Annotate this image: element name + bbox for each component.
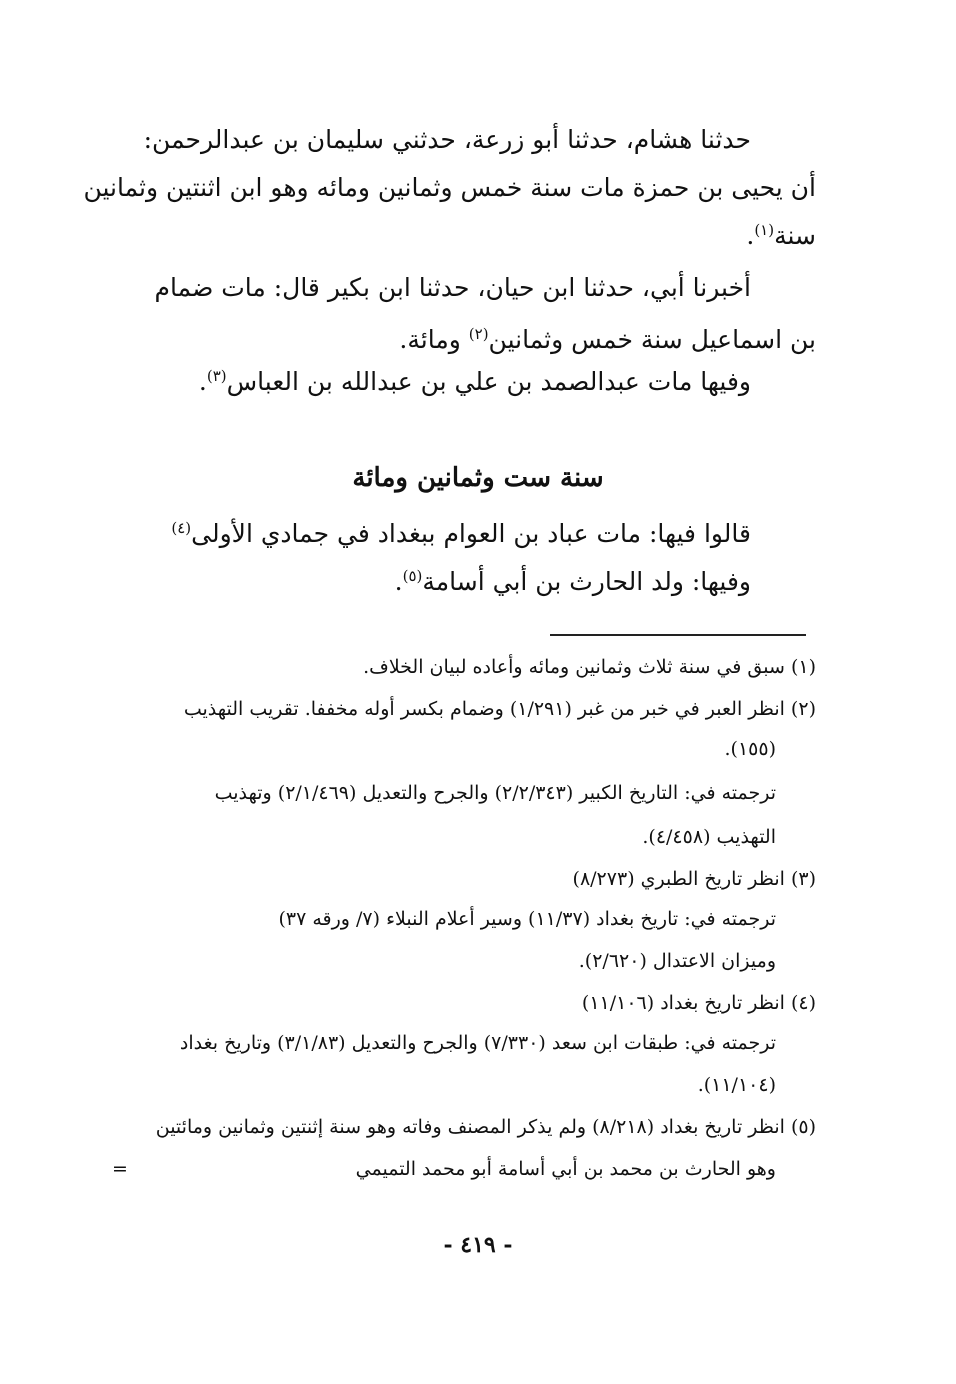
paragraph-1-line-1 [144, 118, 751, 162]
paragraph-2-line-2 [399, 318, 816, 362]
paragraph-2-line-1 [155, 266, 751, 310]
page-number: - ٤١٩ - [443, 1232, 513, 1258]
text-run: سنة [774, 221, 816, 250]
footnote-ref-3[interactable]: (٣) [206, 367, 227, 385]
footnote-ref-4[interactable]: (٤) [171, 519, 192, 537]
text-run: حدثنا هشام، حدثنا أبو زرعة، حدثني سليمان بن عبدالرحمن: [143, 125, 751, 154]
footnote-ref-2[interactable]: (٢) [468, 325, 489, 343]
footnote-4-line-1: (٤) انظر تاريخ بغداد (١١/١٠٦) [581, 992, 816, 1014]
text-run: ومائة. [399, 325, 469, 354]
text-run: أن يحيى بن حمزة مات سنة خمس وثمانين ومائه وهو ابن اثنتين وثمانين [83, 173, 816, 202]
footnote-ref-1[interactable]: (١) [754, 221, 775, 239]
footnote-2-line-1: (٢) انظر العبر في خبر من غبر (١/٢٩١) وضمام بكسر أوله مخففا. تقريب التهذيب [183, 698, 816, 720]
paragraph-1-line-2 [83, 166, 816, 210]
footnote-3-line-1: (٣) انظر تاريخ الطبري (٨/٢٧٣) [572, 868, 816, 890]
footnote-4-line-2: ترجمته في: طبقات ابن سعد (٧/٣٣٠) والجرح والتعديل (٣/١/٨٣) وتاريخ بغداد [179, 1032, 776, 1054]
paragraph-4-line-1 [171, 512, 751, 556]
paragraph-5-line-1 [395, 560, 751, 604]
text-run: وفيها مات عبدالصمد بن علي بن عبدالله بن العباس [226, 367, 751, 396]
text-run: أخبرنا أبي، حدثنا ابن حيان، حدثنا ابن بكير قال: مات ضمام [154, 273, 751, 302]
footnote-2-line-4: التهذيب (٤/٤٥٨). [642, 826, 776, 848]
continuation-mark: = [112, 1158, 128, 1180]
footnote-2-line-2: (١٥٥). [724, 738, 776, 760]
text-run: قالوا فيها: مات عباد بن العوام ببغداد في جمادي الأولى [191, 519, 751, 548]
text-run: بن اسماعيل سنة خمس وثمانين [488, 325, 816, 354]
footnote-divider [550, 634, 806, 636]
paragraph-1-line-3 [746, 214, 816, 258]
footnote-2-line-3: ترجمته في: التاريخ الكبير (٢/٢/٣٤٣) والجرح والتعديل (٢/١/٤٦٩) وتهذيب [214, 782, 776, 804]
footnote-5-line-2: وهو الحارث بن محمد بن أبي أسامة أبو محمد التميمي [355, 1158, 776, 1180]
text-run: . [746, 221, 755, 250]
text-run: وفيها: ولد الحارث بن أبي أسامة [422, 567, 751, 596]
footnote-1: (١) سبق في سنة ثلاث وثمانين ومائه وأعاده لبيان الخلاف. [363, 656, 816, 678]
text-run: . [198, 367, 207, 396]
footnote-4-line-3: (١١/١٠٤). [697, 1074, 776, 1096]
text-run: . [394, 567, 403, 596]
footnote-3-line-2: ترجمته في: تاريخ بغداد (١١/٣٧) وسير أعلام النبلاء (٧/ ورقه ٣٧) [278, 908, 776, 930]
footnote-ref-5[interactable]: (٥) [402, 567, 423, 585]
section-heading: سنة ست وثمانين ومائة [352, 463, 604, 493]
footnote-3-line-3: وميزان الاعتدال (٢/٦٢٠). [578, 950, 776, 972]
footnote-5-line-1: (٥) انظر تاريخ بغداد (٨/٢١٨) ولم يذكر المصنف وفاته وهو سنة إثنتين وثمانين ومائتين [155, 1116, 816, 1138]
paragraph-3-line-1 [199, 360, 751, 404]
